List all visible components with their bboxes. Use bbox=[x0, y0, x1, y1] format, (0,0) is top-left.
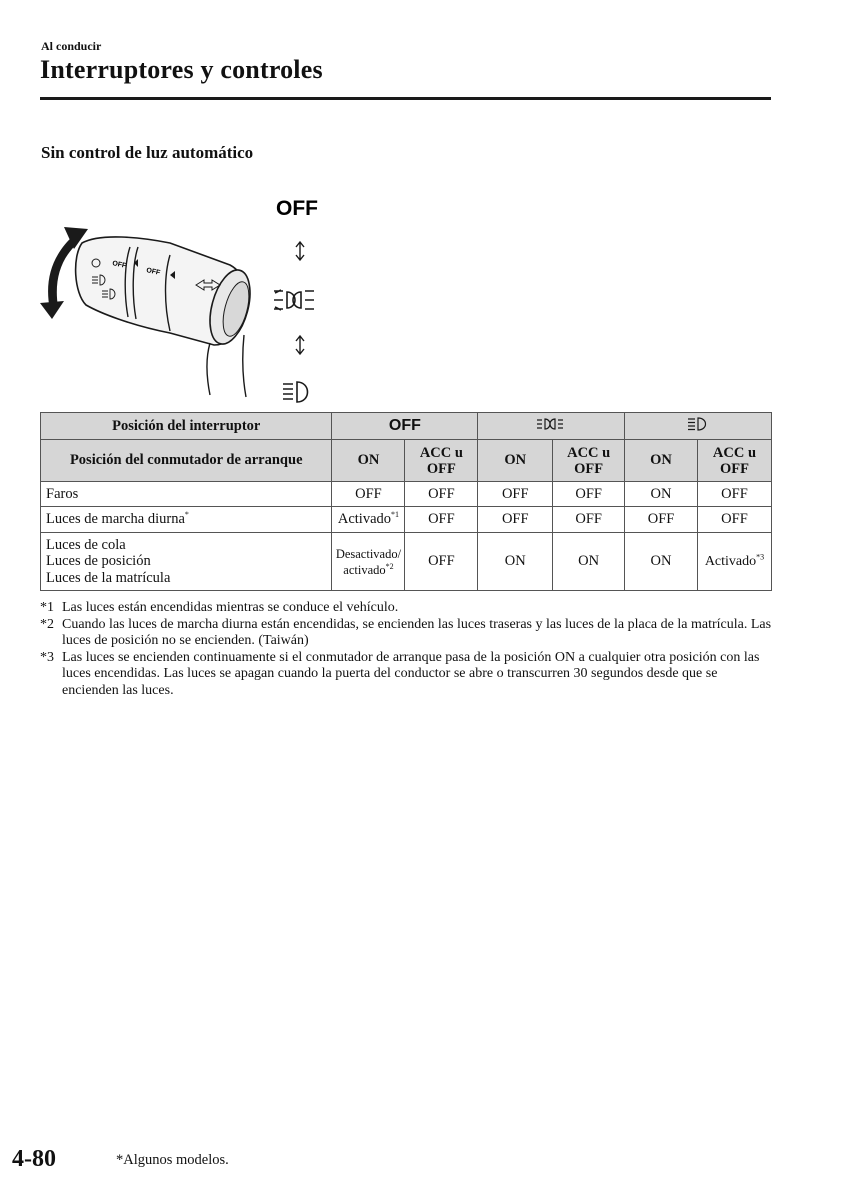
footnote-text: Las luces se encienden continuamente si el conmutador de arranque pasa de la posición ON a cualquier otra posición con las luces encendidas. Las luces se apagan cuando la puerta del conductor se abre o transcurren 30 segundos desde que se encienden las luces. bbox=[62, 649, 760, 698]
up-down-arrow-icon bbox=[296, 242, 304, 260]
ring1-off-label: OFF bbox=[111, 260, 127, 270]
up-down-arrow-icon-2 bbox=[296, 336, 304, 354]
row-label: Luces de marcha diurna* bbox=[41, 507, 332, 533]
parking-lights-legend-icon bbox=[274, 290, 314, 310]
parking-lights-position-header bbox=[478, 413, 625, 440]
table-cell: ACC u OFF bbox=[405, 440, 478, 482]
table-cell: ON bbox=[625, 482, 698, 507]
footnote bbox=[40, 617, 775, 650]
table-cell: OFF bbox=[332, 482, 405, 507]
table-cell: OFF bbox=[478, 482, 553, 507]
table-cell: OFF bbox=[405, 533, 478, 591]
table-cell: OFF bbox=[478, 507, 553, 533]
table-cell: ON bbox=[625, 440, 698, 482]
legend-off-label: OFF bbox=[276, 197, 318, 220]
ignition-position-header: Posición del conmutador de arranque bbox=[41, 440, 332, 482]
ring2-off-label: OFF bbox=[145, 267, 161, 277]
light-switch-illustration bbox=[30, 185, 360, 410]
footnote-text: Las luces están encendidas mientras se conduce el vehículo. bbox=[62, 600, 399, 615]
title-rule bbox=[40, 97, 771, 100]
headlights-header-icon bbox=[686, 417, 710, 431]
table-cell: ON bbox=[625, 533, 698, 591]
table-cell: OFF bbox=[625, 507, 698, 533]
lighting-mode-table bbox=[40, 412, 772, 591]
table-row bbox=[41, 482, 772, 507]
footnote bbox=[40, 600, 775, 617]
page-number: 4-80 bbox=[12, 1146, 56, 1172]
row-label: Luces de cola Luces de posición Luces de la matrícula bbox=[41, 533, 332, 591]
table-cell: OFF bbox=[553, 507, 625, 533]
switch-position-header: Posición del interruptor bbox=[41, 413, 332, 440]
table-cell: OFF bbox=[697, 507, 771, 533]
row-label: Faros bbox=[41, 482, 332, 507]
footer-note: *Algunos modelos. bbox=[116, 1152, 229, 1168]
headlights-position-header bbox=[625, 413, 772, 440]
subsection-title: Sin control de luz automático bbox=[41, 143, 254, 162]
table-cell: ON bbox=[332, 440, 405, 482]
table-row bbox=[41, 507, 772, 533]
table-cell: OFF bbox=[697, 482, 771, 507]
table-cell: ON bbox=[553, 533, 625, 591]
footnote-mark: *2 bbox=[40, 616, 54, 632]
table-cell: Desactivado/ activado$^{*2}$ bbox=[332, 533, 405, 591]
footnote bbox=[40, 650, 775, 700]
page-title: Interruptores y controles bbox=[40, 55, 323, 84]
off-position-header: OFF bbox=[332, 413, 478, 440]
headlights-legend-icon bbox=[283, 382, 308, 402]
table-cell: OFF bbox=[405, 507, 478, 533]
table-row bbox=[41, 533, 772, 591]
table-cell: ACC u OFF bbox=[553, 440, 625, 482]
footnotes bbox=[40, 600, 775, 700]
table-cell: Activado$^{*1}$ bbox=[332, 507, 405, 533]
footnote-mark: *3 bbox=[40, 649, 54, 665]
table-cell: ON bbox=[478, 533, 553, 591]
table-cell: OFF bbox=[405, 482, 478, 507]
table-cell: OFF bbox=[553, 482, 625, 507]
table-cell: ON bbox=[478, 440, 553, 482]
table-header-row bbox=[41, 413, 772, 440]
parking-lights-header-icon bbox=[536, 417, 566, 431]
table-cell: Activado$^{*3}$ bbox=[697, 533, 771, 591]
table-cell: ACC u OFF bbox=[697, 440, 771, 482]
section-label: Al conducir bbox=[41, 39, 102, 53]
footnote-mark: *1 bbox=[40, 600, 54, 615]
footnote-text: Cuando las luces de marcha diurna están encendidas, se encienden las luces traseras y las luces de la placa de la matrícula. Las luces de posición no se encienden. (Taiwán) bbox=[62, 616, 772, 649]
table-header-row bbox=[41, 440, 772, 482]
